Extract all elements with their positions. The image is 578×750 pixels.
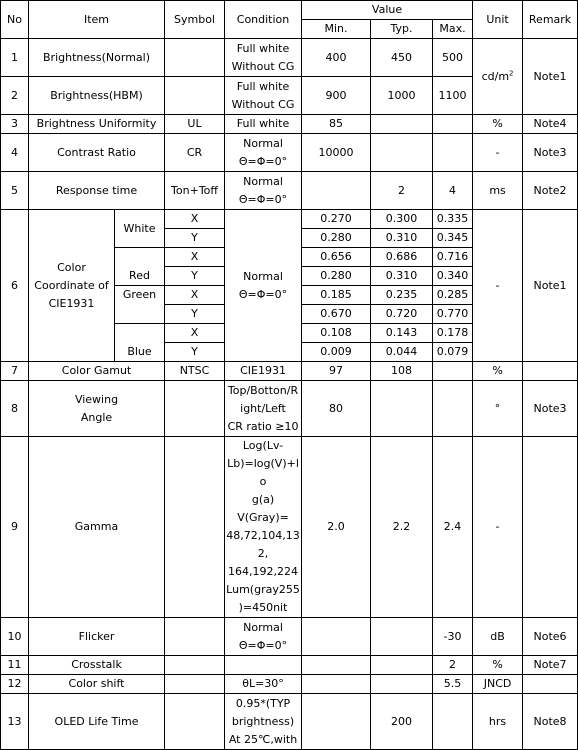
row-symbol — [165, 437, 225, 618]
row-max — [433, 694, 473, 750]
row-condition: Normal Θ=Φ=0° — [225, 210, 302, 362]
table-row — [1, 381, 578, 437]
row-item: Crosstalk — [29, 656, 165, 675]
row-max: 0.285 — [433, 286, 473, 305]
row-unit: - — [473, 210, 523, 362]
row-max: 0.345 — [433, 229, 473, 248]
row-no: 4 — [1, 134, 29, 172]
row-condition: Normal Θ=Φ=0° — [225, 134, 302, 172]
row-typ: 450 — [371, 39, 433, 77]
header-value: Value — [302, 1, 473, 20]
row-remark: Note7 — [523, 656, 578, 675]
table-row — [1, 618, 578, 656]
row-max: 5.5 — [433, 675, 473, 694]
table-row — [1, 437, 578, 618]
row-min: 0.185 — [302, 286, 371, 305]
row-item: Viewing Angle — [29, 381, 165, 437]
row-symbol: CR — [165, 134, 225, 172]
row-min — [302, 675, 371, 694]
color-white-label: White — [115, 210, 165, 248]
row-min: 80 — [302, 381, 371, 437]
row-min: 2.0 — [302, 437, 371, 618]
row-typ — [371, 675, 433, 694]
row-min — [302, 656, 371, 675]
coord-symbol: Y — [165, 305, 225, 324]
row-min: 400 — [302, 39, 371, 77]
row-condition — [225, 656, 302, 675]
row-typ: 1000 — [371, 77, 433, 115]
row-item: Brightness(Normal) — [29, 39, 165, 77]
header-unit: Unit — [473, 1, 523, 39]
row-condition: Full white Without CG — [225, 77, 302, 115]
color-blue-label: Blue — [115, 324, 165, 362]
row-max: 0.340 — [433, 267, 473, 286]
table-row — [1, 656, 578, 675]
row-typ — [371, 656, 433, 675]
row-item: Brightness(HBM) — [29, 77, 165, 115]
unit-superscript: 2 — [509, 68, 514, 77]
coord-symbol: X — [165, 324, 225, 343]
row-item: Color Coordinate of CIE1931 — [29, 210, 115, 362]
row-no: 12 — [1, 675, 29, 694]
row-max: 4 — [433, 172, 473, 210]
row-condition: CIE1931 — [225, 362, 302, 381]
row-item: Flicker — [29, 618, 165, 656]
row-symbol — [165, 618, 225, 656]
row-symbol — [165, 77, 225, 115]
row-typ: 0.235 — [371, 286, 433, 305]
row-condition: Full white — [225, 115, 302, 134]
row-remark: Note8 — [523, 694, 578, 750]
color-red-label: Red — [115, 248, 165, 286]
table-row — [1, 210, 578, 229]
row-max: 0.079 — [433, 343, 473, 362]
row-max: 500 — [433, 39, 473, 77]
row-remark — [523, 437, 578, 618]
table-row — [1, 694, 578, 750]
row-max — [433, 381, 473, 437]
row-no: 1 — [1, 39, 29, 77]
coord-symbol: Y — [165, 343, 225, 362]
header-typ: Typ. — [371, 20, 433, 39]
table-row — [1, 675, 578, 694]
row-max — [433, 115, 473, 134]
header-remark: Remark — [523, 1, 578, 39]
row-no: 3 — [1, 115, 29, 134]
row-no: 9 — [1, 437, 29, 618]
row-max — [433, 362, 473, 381]
row-typ — [371, 381, 433, 437]
row-symbol — [165, 675, 225, 694]
row-min — [302, 172, 371, 210]
table-row — [1, 362, 578, 381]
row-unit: % — [473, 656, 523, 675]
row-symbol — [165, 656, 225, 675]
row-item: Color shift — [29, 675, 165, 694]
row-max: 2 — [433, 656, 473, 675]
row-symbol — [165, 694, 225, 750]
table-row — [1, 172, 578, 210]
row-item: Brightness Uniformity — [29, 115, 165, 134]
row-max: 2.4 — [433, 437, 473, 618]
row-unit: - — [473, 437, 523, 618]
row-condition: Full white Without CG — [225, 39, 302, 77]
row-typ: 108 — [371, 362, 433, 381]
row-min: 10000 — [302, 134, 371, 172]
row-unit: JNCD — [473, 675, 523, 694]
row-item: Color Gamut — [29, 362, 165, 381]
row-unit: ms — [473, 172, 523, 210]
row-max: 0.178 — [433, 324, 473, 343]
row-min: 97 — [302, 362, 371, 381]
row-unit: dB — [473, 618, 523, 656]
row-min: 0.270 — [302, 210, 371, 229]
header-condition: Condition — [225, 1, 302, 39]
row-typ — [371, 618, 433, 656]
coord-symbol: Y — [165, 229, 225, 248]
row-remark: Note1 — [523, 210, 578, 362]
row-max: 0.716 — [433, 248, 473, 267]
row-min: 0.009 — [302, 343, 371, 362]
row-min: 900 — [302, 77, 371, 115]
row-typ: 0.310 — [371, 267, 433, 286]
row-remark: Note2 — [523, 172, 578, 210]
row-typ: 0.143 — [371, 324, 433, 343]
color-green-label: Green — [115, 286, 165, 324]
row-typ: 2.2 — [371, 437, 433, 618]
row-max: -30 — [433, 618, 473, 656]
row-unit: % — [473, 362, 523, 381]
row-condition: Normal Θ=Φ=0° — [225, 618, 302, 656]
row-min: 85 — [302, 115, 371, 134]
row-min: 0.280 — [302, 229, 371, 248]
unit-text: cd/m — [481, 69, 510, 83]
row-typ: 0.044 — [371, 343, 433, 362]
row-unit — [473, 39, 523, 115]
row-typ: 0.300 — [371, 210, 433, 229]
row-max: 0.335 — [433, 210, 473, 229]
row-condition: Log(Lv- Lb)=log(V)+lo g(a) V(Gray)= 48,72,104,13 2, 164,192,224 Lum(gray255 )=450nit — [225, 437, 302, 618]
header-no: No — [1, 1, 29, 39]
header-min: Min. — [302, 20, 371, 39]
row-item: OLED Life Time — [29, 694, 165, 750]
row-min: 0.670 — [302, 305, 371, 324]
row-typ: 0.720 — [371, 305, 433, 324]
coord-symbol: Y — [165, 267, 225, 286]
row-typ: 200 — [371, 694, 433, 750]
row-min: 0.108 — [302, 324, 371, 343]
table-row — [1, 115, 578, 134]
row-item: Response time — [29, 172, 165, 210]
row-condition: Top/Botton/R ight/Left CR ratio ≥10 — [225, 381, 302, 437]
row-min: 0.656 — [302, 248, 371, 267]
row-unit: - — [473, 134, 523, 172]
row-no: 7 — [1, 362, 29, 381]
row-typ: 0.310 — [371, 229, 433, 248]
row-max — [433, 134, 473, 172]
coord-symbol: X — [165, 286, 225, 305]
row-symbol: UL — [165, 115, 225, 134]
row-min — [302, 618, 371, 656]
row-max: 1100 — [433, 77, 473, 115]
table-row — [1, 134, 578, 172]
row-condition: Normal Θ=Φ=0° — [225, 172, 302, 210]
row-no: 6 — [1, 210, 29, 362]
row-no: 5 — [1, 172, 29, 210]
row-no: 2 — [1, 77, 29, 115]
row-remark: Note6 — [523, 618, 578, 656]
row-item: Contrast Ratio — [29, 134, 165, 172]
header-symbol: Symbol — [165, 1, 225, 39]
row-typ: 0.686 — [371, 248, 433, 267]
table-row — [1, 39, 578, 77]
row-symbol — [165, 381, 225, 437]
row-no: 11 — [1, 656, 29, 675]
row-no: 10 — [1, 618, 29, 656]
row-remark: Note4 — [523, 115, 578, 134]
row-remark — [523, 675, 578, 694]
row-symbol: Ton+Toff — [165, 172, 225, 210]
row-max: 0.770 — [433, 305, 473, 324]
row-no: 13 — [1, 694, 29, 750]
row-typ: 2 — [371, 172, 433, 210]
row-unit: ° — [473, 381, 523, 437]
row-remark: Note3 — [523, 134, 578, 172]
row-min: 0.280 — [302, 267, 371, 286]
row-min — [302, 694, 371, 750]
row-remark — [523, 362, 578, 381]
row-remark: Note1 — [523, 39, 578, 115]
row-remark: Note3 — [523, 381, 578, 437]
row-symbol: NTSC — [165, 362, 225, 381]
header-max: Max. — [433, 20, 473, 39]
row-item: Gamma — [29, 437, 165, 618]
coord-symbol: X — [165, 248, 225, 267]
coord-symbol: X — [165, 210, 225, 229]
row-typ — [371, 115, 433, 134]
row-no: 8 — [1, 381, 29, 437]
row-symbol — [165, 39, 225, 77]
row-unit: % — [473, 115, 523, 134]
row-unit: hrs — [473, 694, 523, 750]
row-condition: θL=30° — [225, 675, 302, 694]
row-condition: 0.95*(TYP brightness) At 25℃,with — [225, 694, 302, 750]
row-typ — [371, 134, 433, 172]
header-item: Item — [29, 1, 165, 39]
